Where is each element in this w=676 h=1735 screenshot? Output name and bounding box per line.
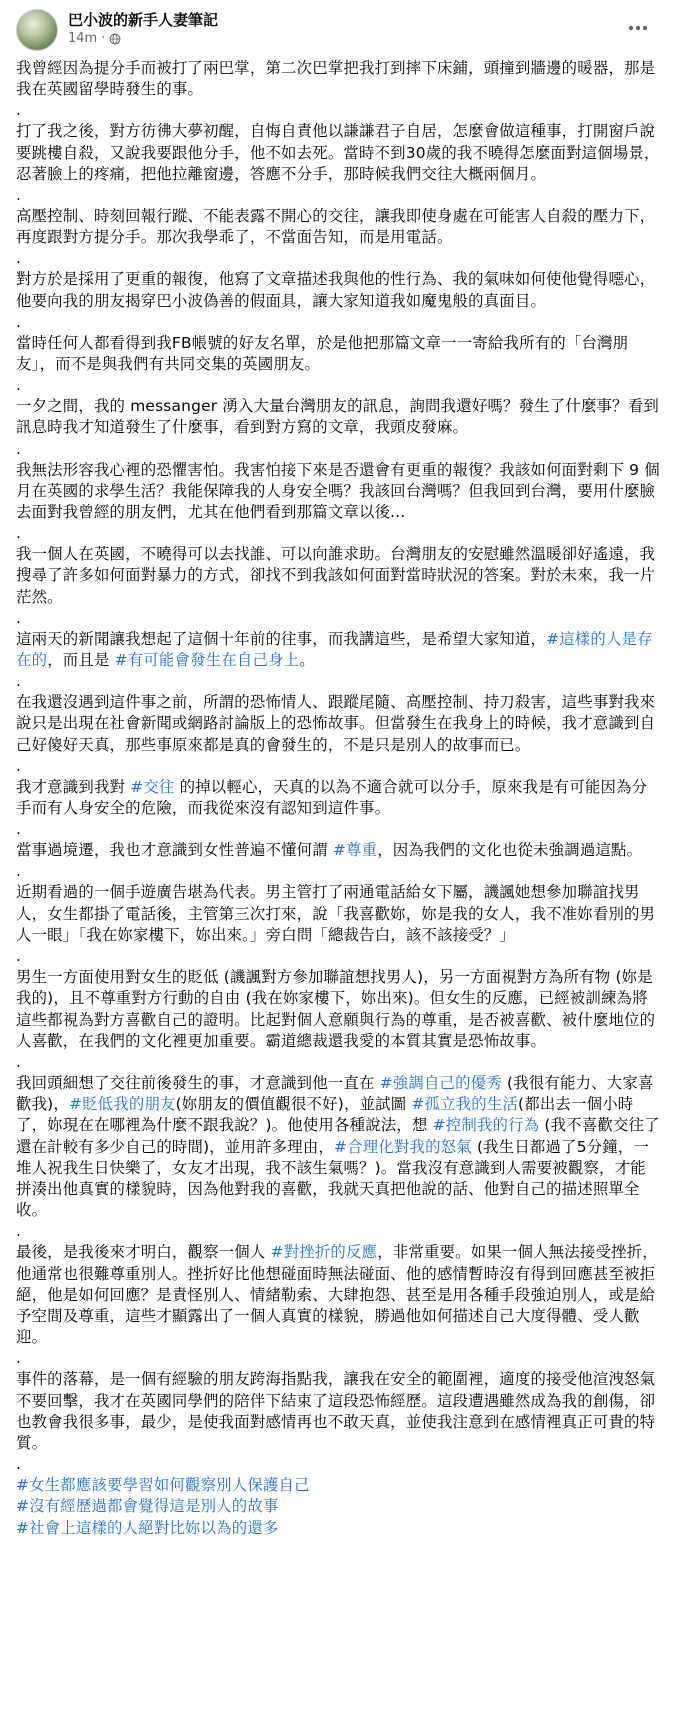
- hashtag-link[interactable]: #尊重: [332, 841, 378, 860]
- paragraph-separator: .: [16, 1455, 22, 1474]
- paragraph-separator: .: [16, 756, 22, 775]
- paragraph-separator: .: [16, 820, 22, 839]
- paragraph-text: 打了我之後，對方彷彿大夢初醒，自悔自責他以謙謙君子自居，怎麼會做這種事，打開窗戶說要跳樓自殺，又說我要跟他分手，他不如去死。當時不到30歲的我不曉得怎麼面對這個場景，忍著臉上的疼痛，把他拉離窗邊，答應不分手，那時候我們交往大概兩個月。: [16, 122, 660, 183]
- hashtag-link[interactable]: #強調自己的優秀: [379, 1073, 502, 1092]
- avatar[interactable]: [16, 9, 58, 51]
- post-subline: [68, 30, 218, 48]
- paragraph-text: ，而且是: [47, 651, 115, 670]
- paragraph-text: (我不喜歡交往了還在計較有多少自己的時間)，並用許多理由，: [16, 1116, 660, 1156]
- paragraph-separator: .: [16, 312, 22, 331]
- paragraph-text: ，非常重要。如果一個人無法接受挫折，他通常也很難尊重別人。挫折好比他想碰面時無法碰面、他的感情暫時沒有得到回應甚至被拒絕，他是如何回應？是責怪別人、情緒勒索、大肆抱怨、甚至是用各種手段強迫別人，或是給予空間及尊重，這些才顯露出了一個人真實的樣貌，勝過他如何描述自己大度得體、受人歡迎。: [16, 1243, 658, 1347]
- post-paragraph: [16, 460, 660, 524]
- paragraph-text: 我一個人在英國，不曉得可以去找誰、可以向誰求助。台灣朋友的安慰雖然溫暖卻好遙遠，我搜尋了許多如何面對暴力的方式，卻找不到我該如何面對當時狀況的答案。對於未來，我一片茫然。: [16, 545, 656, 606]
- hashtag-link[interactable]: #有可能會發生在自己身上: [114, 651, 300, 670]
- paragraph-separator: .: [16, 439, 22, 458]
- post-paragraph: [16, 882, 660, 946]
- paragraph-separator: .: [16, 608, 22, 627]
- post-paragraph: [16, 777, 660, 819]
- post-body: [16, 58, 660, 1475]
- hashtag-link[interactable]: #沒有經歷過都會覺得這是別人的故事: [16, 1497, 279, 1516]
- paragraph-separator: .: [16, 524, 22, 543]
- hashtag-link[interactable]: #控制我的行為: [432, 1116, 540, 1135]
- paragraph-text: 高壓控制、時刻回報行蹤、不能表露不開心的交往，讓我即使身處在可能害人自殺的壓力下，再度跟對方提分手。那次我學乖了，不當面告知，而是用電話。: [16, 207, 656, 247]
- paragraph-text: 我回頭細想了交往前後發生的事，才意識到他一直在: [16, 1073, 380, 1092]
- paragraph-text: ，因為我們的文化也從未強調過這點。: [377, 841, 643, 860]
- paragraph-text: 男生一方面使用對女生的貶低 (譏諷對方參加聯誼想找男人)，另一方面視對方為所有物 (妳是我的)，且不尊重對方行動的自由 (我在妳家樓下，妳出來)。但女生的反應，已經被訓練為將這些都視為對方喜歡自己的證明。比起對個人意願與行為的尊重，是否被喜歡、被什麼地位的人喜歡，在我們的文化裡更加重要。霸道總裁還我愛的本質其實是恐怖故事。: [16, 968, 656, 1050]
- hashtag-link[interactable]: #對挫折的反應: [270, 1243, 378, 1262]
- post-paragraph: [16, 206, 660, 248]
- post-paragraph: [16, 1242, 660, 1348]
- more-options-button[interactable]: [622, 12, 654, 44]
- paragraph-separator: .: [16, 101, 22, 120]
- paragraph-separator: .: [16, 947, 22, 966]
- post-paragraph: [16, 58, 660, 100]
- post-paragraph: [16, 333, 660, 375]
- hashtag-link[interactable]: #孤立我的生活: [411, 1095, 519, 1114]
- paragraph-text: (我很有能力、大家喜歡我)，: [16, 1073, 654, 1114]
- hashtag-link[interactable]: #女生都應該要學習如何觀察別人保護自己: [16, 1476, 310, 1495]
- hashtag-link[interactable]: #合理化對我的怒氣: [334, 1137, 472, 1156]
- paragraph-text: 我才意識到我對: [16, 777, 131, 796]
- paragraph-separator: .: [16, 376, 22, 395]
- hashtag-link[interactable]: #這樣的人是存在的: [16, 629, 653, 670]
- post-meta: [68, 10, 218, 48]
- post-paragraph: [16, 967, 660, 1052]
- paragraph-separator: .: [16, 249, 22, 268]
- paragraph-text: 這兩天的新聞讓我想起了這個十年前的往事，而我講這些，是希望大家知道，: [16, 629, 547, 648]
- paragraph-text: 一夕之間，我的 messanger 湧入大量台灣朋友的訊息，詢問我還好嗎？發生了什麼事？看到訊息時我才知道發生了什麼事，看到對方寫的文章，我頭皮發麻。: [16, 397, 659, 437]
- paragraph-text: (我生日都過了5分鐘，一堆人祝我生日快樂了，女友才出現，我不該生氣嗎？)。當我沒有意識到人需要被觀察，才能拼湊出他真實的樣貌時，因為他對我的喜歡，我就天真把他說的話、他對自己的描述照單全收。: [16, 1137, 650, 1220]
- hashtag-link[interactable]: #交往: [130, 777, 175, 796]
- hashtag-link[interactable]: #社會上這樣的人絕對比妳以為的還多: [16, 1518, 279, 1537]
- globe-icon[interactable]: [109, 33, 121, 45]
- paragraph-separator: .: [16, 1349, 22, 1368]
- post-time[interactable]: 14m: [68, 31, 98, 46]
- post-header: [16, 0, 660, 58]
- post-paragraph: [16, 1073, 660, 1221]
- paragraph-text: 的掉以輕心，天真的以為不適合就可以分手，原來我是有可能因為分手而有人身安全的危險，而我從來沒有認知到這件事。: [16, 777, 648, 818]
- post-paragraph: [16, 121, 660, 185]
- paragraph-separator: .: [16, 862, 22, 881]
- paragraph-text: 。: [299, 651, 315, 670]
- post-paragraph: [16, 544, 660, 608]
- post-paragraph: [16, 629, 660, 671]
- post-paragraph: [16, 396, 660, 438]
- post-paragraph: [16, 269, 660, 311]
- paragraph-separator: .: [16, 672, 22, 691]
- paragraph-text: 事件的落幕，是一個有經驗的朋友跨海指點我，讓我在安全的範圍裡，適度的接受他渲洩怒氣不要回擊，我才在英國同學們的陪伴下結束了這段恐怖經歷。這段遭遇雖然成為我的創傷，卻也教會我很多事，最少，是使我面對感情再也不敢天真，並使我注意到在感情裡真正可貴的特質。: [16, 1370, 656, 1452]
- paragraph-separator: .: [16, 1052, 22, 1071]
- post-paragraph: [16, 692, 660, 756]
- paragraph-text: 我無法形容我心裡的恐懼害怕。我害怕接下來是否還會有更重的報復？我該如何面對剩下 9 個月在英國的求學生活？我能保障我的人身安全嗎？我該回台灣嗎？但我回到台灣，要用什麼臉去面對我曾經的朋友們，尤其在他們看到那篇文章以後...: [16, 460, 660, 522]
- paragraph-separator: .: [16, 186, 22, 205]
- paragraph-text: 我曾經因為提分手而被打了兩巴掌，第二次巴掌把我打到摔下床鋪，頭撞到牆邊的暖器，那是我在英國留學時發生的事。: [16, 59, 656, 99]
- paragraph-text: 對方於是採用了更重的報復，他寫了文章描述我與他的性行為、我的氣味如何使他覺得噁心，他要向我的朋友揭穿巴小波偽善的假面具，讓大家知道我如魔鬼般的真面目。: [16, 270, 656, 310]
- paragraph-text: 最後，是我後來才明白，觀察一個人: [16, 1243, 271, 1262]
- paragraph-text: (妳朋友的價值觀很不好)，並試圖: [175, 1095, 412, 1114]
- paragraph-text: 近期看過的一個手遊廣告堪為代表。男主管打了兩通電話給女下屬，譏諷她想參加聯誼找男人，女生都掛了電話後，主管第三次打來，說「我喜歡妳，妳是我的女人，我不准妳看別的男人一眼」「我在妳家樓下，妳出來。」旁白問「總裁告白，該不該接受？」: [16, 883, 656, 944]
- post-paragraph: [16, 1369, 660, 1454]
- post-paragraph: [16, 840, 660, 861]
- paragraph-separator: .: [16, 1222, 22, 1241]
- paragraph-text: (都出去一個小時了，妳現在在哪裡為什麼不跟我說？)。他使用各種說法，想: [16, 1095, 634, 1135]
- separator-dot: ·: [101, 31, 106, 46]
- paragraph-text: 當時任何人都看得到我FB帳號的好友名單，於是他把那篇文章一一寄給我所有的「台灣朋友」，而不是與我們有共同交集的英國朋友。: [16, 333, 629, 374]
- author-name[interactable]: 巴小波的新手人妻筆記: [68, 11, 219, 29]
- paragraph-text: 當事過境遷，我也才意識到女性普遍不懂何謂: [16, 841, 333, 860]
- hashtag-list: [16, 1475, 660, 1539]
- hashtag-link[interactable]: #貶低我的朋友: [68, 1095, 176, 1114]
- paragraph-text: 在我還沒遇到這件事之前，所謂的恐怖情人、跟蹤尾隨、高壓控制、持刀殺害，這些事對我來說只是出現在社會新聞或網路討論版上的恐怖故事。但當發生在我身上的時候，我才意識到自己好傻好天真，那些事原來都是真的會發生的，不是只是別人的故事而已。: [16, 693, 656, 754]
- more-options-icon: [628, 25, 648, 31]
